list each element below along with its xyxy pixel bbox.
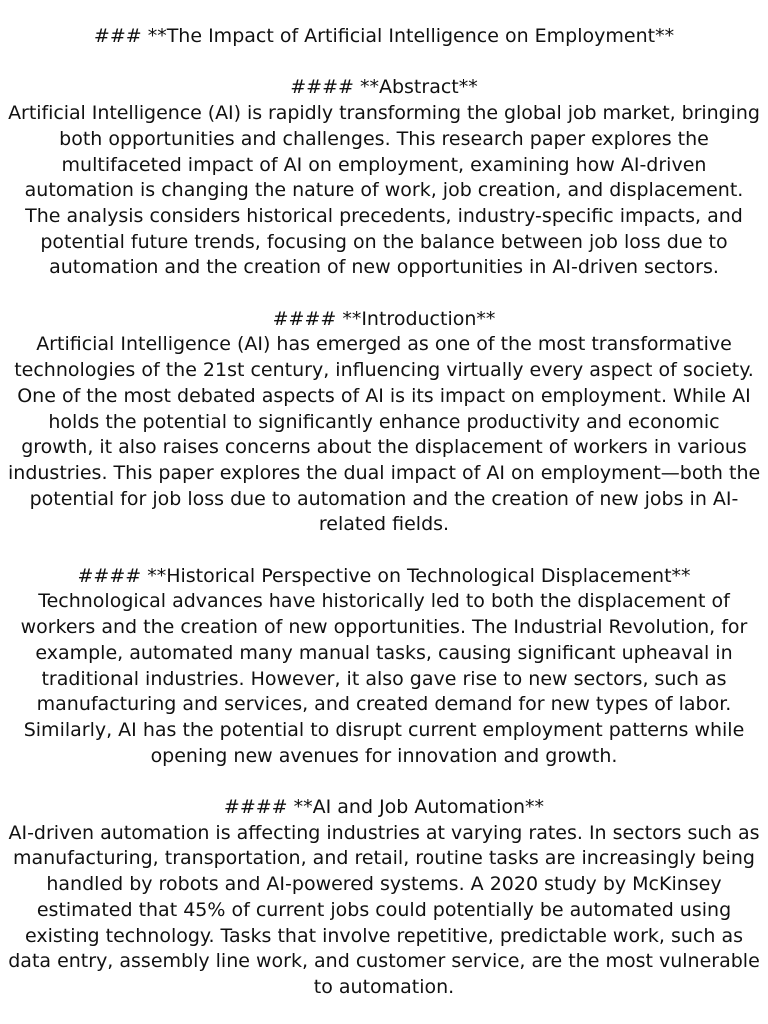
paragraph-line: industries. This paper explores the dual impact of AI on employment—both the bbox=[8, 461, 761, 484]
paragraph-line: manufacturing and services, and created demand for new types of labor. bbox=[36, 693, 732, 716]
section bbox=[8, 307, 760, 538]
paragraph-line: example, automated many manual tasks, causing significant upheaval in bbox=[35, 641, 733, 664]
paragraph-line: AI-driven automation is affecting industries at varying rates. In sectors such as bbox=[8, 821, 760, 844]
paragraph-line: both opportunities and challenges. This research paper explores the bbox=[59, 127, 709, 150]
document-title: ### **The Impact of Artificial Intelligence on Employment** bbox=[93, 25, 675, 47]
section-heading: #### **AI and Job Automation** bbox=[223, 796, 545, 819]
paragraph-line: handled by robots and AI-powered systems. A 2020 study by McKinsey bbox=[46, 873, 722, 896]
section-heading: #### **Abstract** bbox=[290, 76, 478, 99]
paragraph-line: One of the most debated aspects of AI is its impact on employment. While AI bbox=[17, 384, 751, 407]
paragraph-line: existing technology. Tasks that involve repetitive, predictable work, such as bbox=[25, 924, 743, 947]
section bbox=[8, 795, 760, 1001]
paragraph-line: related fields. bbox=[318, 513, 450, 536]
paragraph-line: workers and the creation of new opportunities. The Industrial Revolution, for bbox=[20, 616, 748, 639]
section bbox=[8, 564, 760, 770]
paragraph-line: technologies of the 21st century, influencing virtually every aspect of society. bbox=[14, 359, 754, 382]
paragraph-line: Technological advances have historically led to both the displacement of bbox=[38, 590, 730, 613]
paragraph-line: estimated that 45% of current jobs could potentially be automated using bbox=[36, 898, 732, 921]
section-heading: #### **Introduction** bbox=[272, 307, 496, 330]
paragraph-line: opening new avenues for innovation and growth. bbox=[150, 744, 618, 767]
paragraph-line: automation is changing the nature of work, job creation, and displacement. bbox=[24, 179, 744, 202]
paragraph-line: multifaceted impact of AI on employment, examining how AI-driven bbox=[61, 153, 707, 176]
paragraph-line: growth, it also raises concerns about the displacement of workers in various bbox=[21, 436, 747, 459]
paragraph-line: traditional industries. However, it also gave rise to new sectors, such as bbox=[41, 667, 727, 690]
paragraph-line: potential for job loss due to automation and the creation of new jobs in AI- bbox=[29, 487, 739, 510]
section-heading: #### **Historical Perspective on Technological Displacement** bbox=[77, 564, 691, 587]
paragraph-line: manufacturing, transportation, and retail, routine tasks are increasingly being bbox=[12, 847, 755, 870]
paragraph-line: holds the potential to significantly enhance productivity and economic bbox=[48, 410, 720, 433]
document-body bbox=[8, 75, 760, 1000]
section bbox=[8, 75, 760, 281]
paragraph-line: data entry, assembly line work, and customer service, are the most vulnerable bbox=[8, 950, 760, 973]
paragraph-line: to automation. bbox=[313, 975, 455, 998]
paragraph-line: Artificial Intelligence (AI) has emerged as one of the most transformative bbox=[36, 333, 732, 356]
paragraph-line: The analysis considers historical precedents, industry-specific impacts, and bbox=[25, 204, 743, 227]
paragraph-line: automation and the creation of new opportunities in AI-driven sectors. bbox=[49, 256, 719, 279]
paragraph-line: Artificial Intelligence (AI) is rapidly transforming the global job market, bringing bbox=[8, 102, 760, 125]
paragraph-line: potential future trends, focusing on the balance between job loss due to bbox=[40, 230, 728, 253]
paragraph-line: Similarly, AI has the potential to disrupt current employment patterns while bbox=[23, 718, 745, 741]
